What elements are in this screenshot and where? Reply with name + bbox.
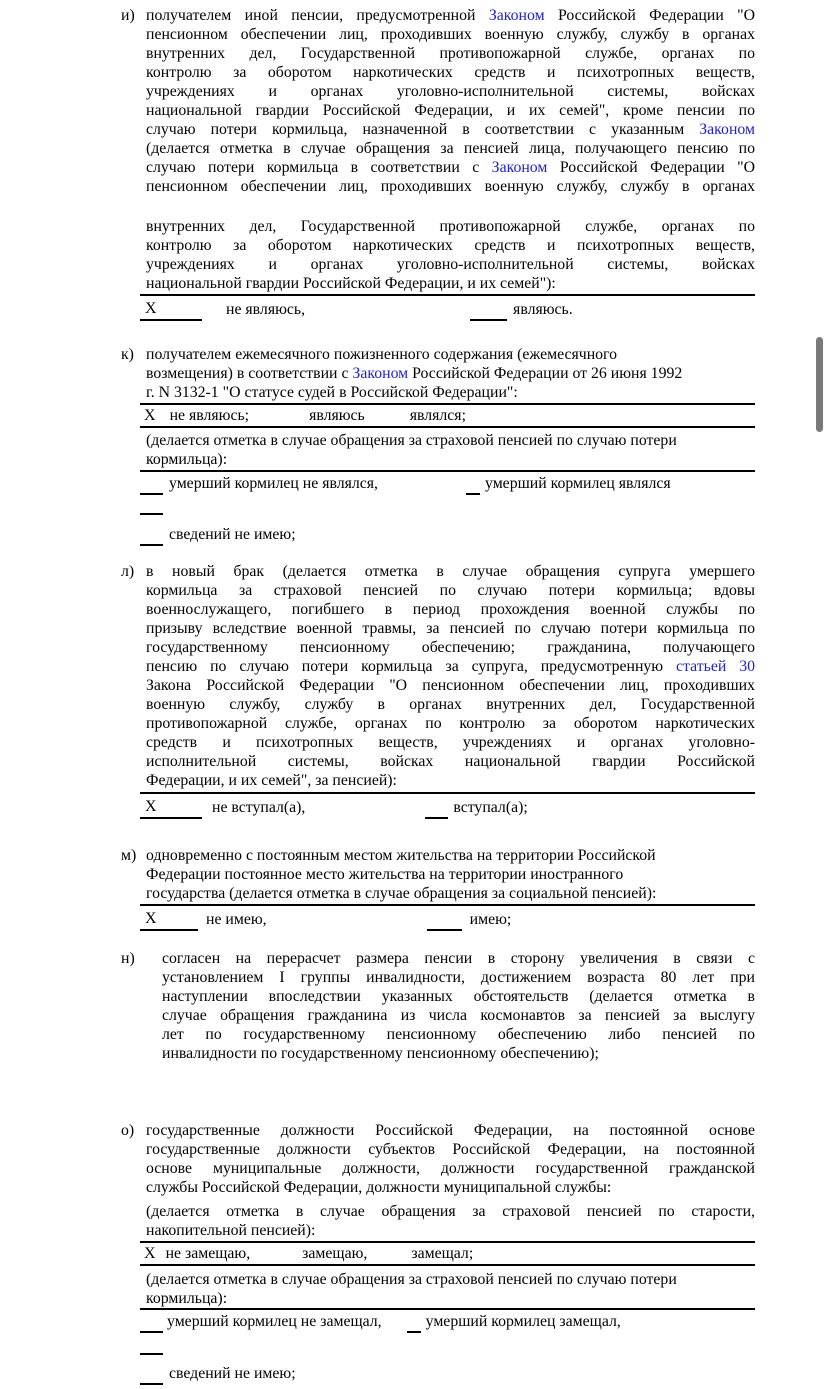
text-segment: накопительной пенсией): — [146, 1222, 316, 1239]
text-line — [146, 884, 755, 903]
text-segment: учреждениях и органах уголовно-исполнительной системы, войсках — [146, 83, 755, 100]
row-label: вступал(а); — [453, 799, 528, 816]
section-label-n: н) — [121, 950, 135, 967]
blank-cell — [427, 909, 462, 931]
text-line — [146, 676, 755, 695]
row-gap — [305, 818, 425, 819]
text-segment: инвалидности по государственному пенсионному обеспечению); — [162, 1045, 599, 1062]
text-line — [146, 63, 755, 82]
text-line — [146, 695, 755, 714]
form-section-m — [0, 846, 828, 931]
blank-cell — [407, 1313, 421, 1333]
text-line — [146, 619, 755, 638]
text-segment: случаю потери кормильца, назначенной в соответствии с указанным — [146, 121, 700, 138]
text-segment: контролю за оборотом наркотических средств и психотропных веществ, — [146, 237, 755, 254]
blank-cell — [470, 299, 507, 321]
text-segment: согласен на перерасчет размера пенсии в сторону увеличения в связи с — [162, 950, 755, 967]
text-segment: (делается отметка в случае обращения за страховой пенсией по старости, — [146, 1203, 755, 1220]
blank-cell — [140, 475, 163, 495]
empty-blank-row — [140, 497, 755, 515]
text-segment: Федерации, и их семей", за пенсией): — [146, 772, 397, 789]
row-label: являюсь. — [513, 301, 573, 318]
text-line — [146, 752, 755, 771]
row-label: сведений не имею; — [169, 526, 296, 543]
form-section-l — [0, 562, 828, 819]
text-segment: лет по государственному пенсионному обеспечению либо пенсией по — [162, 1026, 755, 1043]
text-segment: получателем ежемесячного пожизненного содержания (ежемесячного — [146, 346, 618, 363]
text-segment: государственные должности Российской Федерации, на постоянной основе — [146, 1122, 755, 1139]
section-label-m: м) — [121, 847, 137, 864]
text-line — [146, 1270, 755, 1289]
text-segment: военнослужащего, погибшего в период прохождения военной службы по — [146, 601, 755, 618]
answer-row-l — [140, 792, 755, 819]
row-gap — [462, 930, 470, 931]
row-label: являюсь — [309, 407, 365, 424]
law-link[interactable]: статьей 30 — [676, 658, 755, 675]
text-line — [146, 600, 755, 619]
x-mark-cell: X — [140, 299, 202, 321]
row-label: не являюсь, — [226, 301, 306, 318]
text-line — [146, 1202, 755, 1221]
text-line — [146, 771, 755, 790]
text-segment: в новый брак (делается отметка в случае обращения супруга умершего — [146, 563, 755, 580]
text-segment: Закона Российской Федерации "О пенсионном обеспечении лиц, проходивших — [146, 677, 755, 694]
paragraph — [146, 1202, 755, 1240]
row-label: имею; — [469, 911, 512, 928]
text-segment: пенсию по случаю потери кормильца за супруга, предусмотренную — [146, 658, 677, 675]
text-segment: кормильца): — [146, 1290, 228, 1307]
text-line — [162, 1044, 755, 1063]
text-segment: наступлении впоследствии указанных обстоятельств (делается отметка в — [162, 988, 755, 1005]
text-line — [146, 6, 755, 25]
paragraph — [146, 562, 755, 790]
form-section-o — [0, 1121, 828, 1385]
text-segment: (делается отметка в случае обращения за пенсией лица, получающего пенсию по — [146, 140, 755, 157]
text-segment: кормильца): — [146, 451, 228, 468]
form-section-n — [0, 949, 828, 1063]
text-segment: пенсионном обеспечении лиц, проходивших военную службу, службу в органах — [146, 178, 755, 195]
text-line — [146, 82, 755, 101]
paragraph — [146, 1270, 755, 1308]
text-segment: внутренних дел, Государственной противопожарной службе, органах по — [146, 45, 755, 62]
text-line — [162, 968, 755, 987]
text-segment: противопожарной службе, органах по контролю за оборотом наркотических — [146, 715, 755, 732]
text-segment: случае обращения гражданина из числа космонавтов за пенсией за выслугу — [162, 1007, 755, 1024]
breadwinner-row-o — [140, 1308, 755, 1333]
row-gap — [249, 415, 309, 416]
text-line — [146, 158, 755, 177]
row-label: умерший кормилец замещал, — [425, 1313, 621, 1330]
blank-cell — [466, 475, 480, 495]
row-label: умерший кормилец являлся — [485, 475, 671, 492]
section-label-k: к) — [121, 346, 134, 363]
row-label: являлся; — [409, 407, 466, 424]
text-line — [146, 1221, 755, 1240]
text-line — [146, 431, 755, 450]
blank-cell — [140, 1313, 163, 1333]
blank-cell — [140, 524, 163, 546]
blank-cell — [140, 493, 163, 515]
text-line — [146, 120, 755, 139]
row-gap — [156, 415, 170, 416]
text-line — [146, 450, 755, 469]
text-line — [146, 236, 755, 255]
text-segment: случаю потери кормильца в соответствии с — [146, 159, 492, 176]
text-segment: внутренних дел, Государственной противопожарной службе, органах по — [146, 218, 755, 235]
text-segment: кормильца за страховой пенсией по случаю потери кормильца; вдовы — [146, 582, 755, 599]
text-line — [146, 383, 755, 402]
text-segment: службы Российской Федерации, должности муниципальной службы: — [146, 1179, 612, 1196]
scrollbar-thumb[interactable] — [816, 337, 823, 432]
text-line — [146, 1140, 755, 1159]
text-line — [146, 657, 755, 676]
text-segment: национальной гвардии Российской Федерации, и их семей", кроме пенсии по — [146, 102, 755, 119]
paragraph — [146, 345, 755, 402]
paragraph — [162, 949, 755, 1063]
text-segment: получателем иной пенсии, предусмотренной — [146, 7, 489, 24]
row-gap — [367, 1253, 411, 1254]
text-segment: государства (делается отметка в случае обращения за социальной пенсией): — [146, 885, 657, 902]
text-line — [146, 1159, 755, 1178]
answer-row-k — [140, 403, 755, 428]
text-line — [146, 217, 755, 236]
empty-blank-row — [140, 1337, 755, 1355]
text-segment: Российской Федерации от 26 июня 1992 — [408, 365, 683, 382]
text-line — [146, 345, 755, 364]
law-link[interactable]: Законом — [491, 159, 548, 176]
law-link[interactable]: Законом — [699, 121, 755, 138]
text-line — [146, 581, 755, 600]
x-mark-cell: X — [140, 909, 198, 931]
row-label: умерший кормилец не являлся, — [169, 475, 378, 492]
text-line — [162, 987, 755, 1006]
text-segment: военную службу, службу в органах внутренних дел, Государственной — [146, 696, 755, 713]
paragraph — [146, 6, 755, 196]
row-gap — [202, 320, 226, 321]
text-line — [146, 274, 755, 293]
row-gap — [365, 415, 410, 416]
row-label: умерший кормилец не замещал, — [167, 1313, 382, 1330]
text-line — [162, 1006, 755, 1025]
row-gap — [202, 818, 212, 819]
text-line — [146, 101, 755, 120]
row-label: не имею, — [206, 911, 267, 928]
row-gap — [382, 1332, 407, 1333]
text-line — [146, 139, 755, 158]
form-section-k — [0, 345, 828, 546]
text-line — [146, 177, 755, 196]
text-line — [146, 364, 755, 383]
no-info-row-k — [140, 522, 755, 546]
text-segment: национальной гвардии Российской Федерации, и их семей"): — [146, 275, 556, 292]
paragraph-spacer — [146, 196, 755, 217]
text-line — [162, 949, 755, 968]
paragraph — [146, 217, 755, 293]
law-link[interactable]: Законом — [352, 365, 409, 382]
text-segment: средств и психотропных веществ, учреждениях и органах уголовно- — [146, 734, 755, 751]
paragraph — [146, 1121, 755, 1197]
text-segment: г. N 3132-1 "О статусе судей в Российской Федерации": — [146, 384, 518, 401]
text-segment: одновременно с постоянным местом жительства на территории Российской — [146, 847, 656, 864]
text-segment: установлением I группы инвалидности, достижением возраста 80 лет при — [162, 969, 755, 986]
text-segment: возмещения) в соответствии с — [146, 365, 353, 382]
text-line — [146, 1289, 755, 1308]
text-line — [146, 846, 755, 865]
section-label-o: о) — [121, 1122, 135, 1139]
text-segment: пенсионном обеспечении лиц, проходивших военную службу, службу в органах — [146, 26, 755, 43]
text-line — [146, 865, 755, 884]
row-label: не являюсь; — [169, 407, 250, 424]
text-segment: учреждениях и органах уголовно-исполнительной системы, войсках — [146, 256, 755, 273]
text-segment: Федерации постоянное место жительства на территории иностранного — [146, 866, 624, 883]
x-mark-cell: X — [140, 797, 202, 819]
text-line — [146, 714, 755, 733]
text-line — [146, 1121, 755, 1140]
row-label: замещал; — [411, 1245, 474, 1262]
text-line — [146, 562, 755, 581]
no-info-row-o — [140, 1361, 755, 1385]
answer-row-m — [140, 904, 755, 931]
x-mark: X — [144, 1245, 156, 1262]
row-label: замещаю, — [302, 1245, 368, 1262]
text-line — [146, 255, 755, 274]
section-label-l: л) — [121, 563, 135, 580]
text-segment: основе муниципальные должности, должности государственной гражданской — [146, 1160, 755, 1177]
paragraph — [146, 431, 755, 469]
row-label: не вступал(а), — [212, 799, 306, 816]
answer-row-o — [140, 1241, 755, 1266]
row-gap — [198, 930, 206, 931]
row-gap — [250, 1253, 302, 1254]
row-gap — [378, 494, 466, 495]
row-gap — [305, 320, 470, 321]
row-label: не замещаю, — [165, 1245, 251, 1262]
paragraph — [146, 846, 755, 903]
text-segment: Российской Федерации "О — [547, 159, 755, 176]
text-line — [146, 638, 755, 657]
text-segment: (делается отметка в случае обращения за страховой пенсией по случаю потери — [146, 432, 677, 449]
form-section-i — [0, 6, 828, 321]
blank-cell — [425, 797, 448, 819]
text-line — [146, 25, 755, 44]
text-segment: государственные должности субъектов Российской Федерации, на постоянной — [146, 1141, 755, 1158]
row-label: сведений не имею; — [169, 1365, 296, 1382]
text-segment: призыву вследствие военной травмы, за пенсией по случаю потери кормильца по — [146, 620, 755, 637]
blank-cell — [140, 1363, 163, 1385]
row-gap — [267, 930, 427, 931]
text-line — [162, 1025, 755, 1044]
text-segment: государственному пенсионному обеспечению; гражданина, получающего — [146, 639, 755, 656]
text-segment: исполнительной системы, войсках национальной гвардии Российской — [146, 753, 755, 770]
text-segment: (делается отметка в случае обращения за страховой пенсией по случаю потери — [146, 1271, 677, 1288]
breadwinner-row-k — [140, 470, 755, 495]
x-mark: X — [144, 407, 156, 424]
text-segment: Российской Федерации "О — [544, 7, 755, 24]
row-gap — [156, 1253, 166, 1254]
law-link[interactable]: Законом — [488, 7, 545, 24]
section-label-i: и) — [121, 7, 135, 24]
text-line — [146, 44, 755, 63]
text-line — [146, 733, 755, 752]
answer-row-i — [140, 294, 755, 321]
text-line — [146, 1178, 755, 1197]
text-segment: контролю за оборотом наркотических средств и психотропных веществ, — [146, 64, 755, 81]
blank-cell — [140, 1333, 163, 1355]
